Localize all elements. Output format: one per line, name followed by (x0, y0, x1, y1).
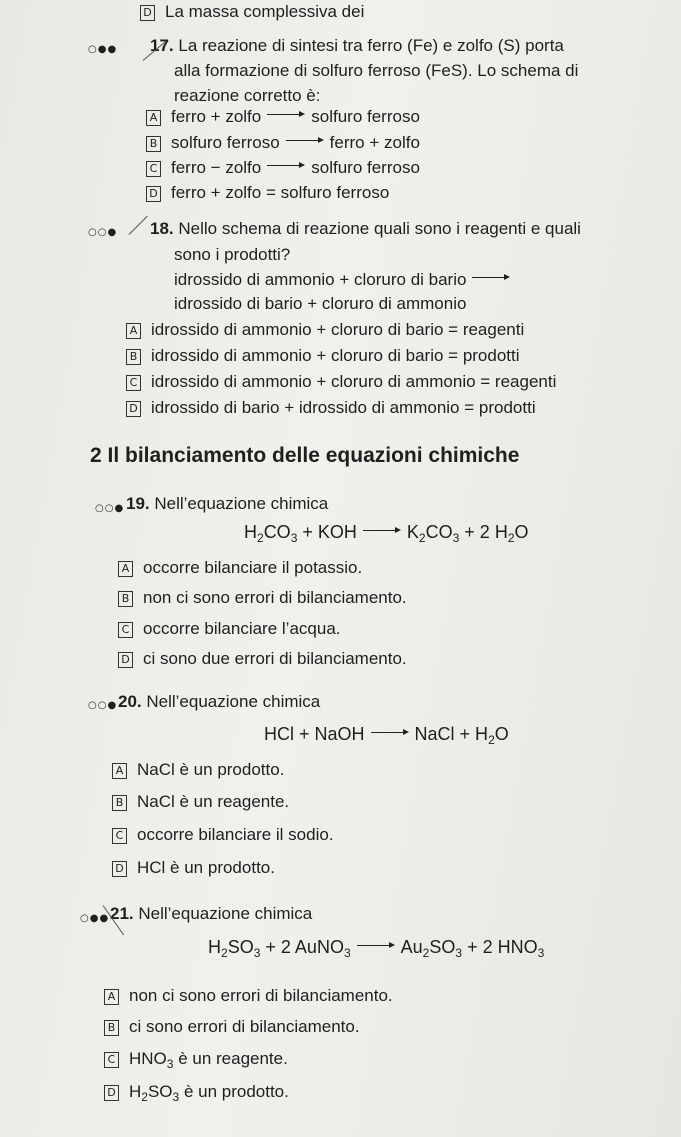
option-box: C (112, 828, 127, 844)
q20-option-c (112, 825, 334, 845)
q20-title (118, 692, 320, 712)
option-box: A (126, 323, 141, 339)
q19-option-c (118, 619, 341, 639)
top-option-line (140, 2, 364, 22)
q17-line1 (150, 36, 564, 56)
option-text: ferro + zolfo (171, 107, 262, 126)
formula-subscript: 2 (141, 1090, 148, 1104)
option-box: B (126, 349, 141, 365)
option-text: è un reagente. (173, 1049, 288, 1068)
q19-title (126, 494, 328, 514)
formula-subscript: 3 (166, 1057, 174, 1071)
q17-option-b (146, 133, 420, 153)
question-number: 19. (126, 494, 150, 513)
pen-mark (129, 216, 148, 235)
option-box: D (126, 401, 141, 417)
option-box: D (112, 861, 127, 877)
question-number: 20. (118, 692, 142, 711)
formula-subscript: 3 (172, 1090, 180, 1104)
q21-option-a (104, 986, 393, 1006)
question-text: Nell’equazione chimica (138, 904, 313, 923)
formula: H (129, 1082, 142, 1101)
option-box: C (126, 375, 141, 391)
q18-option-b (126, 346, 520, 366)
option-text: solfuro ferroso (311, 158, 420, 177)
q19-option-a (118, 558, 362, 578)
reaction-arrow (267, 110, 305, 119)
q18-line2: sono i prodotti? (174, 245, 291, 264)
q17-option-a (146, 107, 420, 127)
q18-option-d (126, 398, 536, 418)
option-box: A (146, 110, 161, 126)
q18-scheme-line2: idrossido di bario + cloruro di ammonio (174, 294, 467, 313)
q19-equation: $H_2CO_3$ + KOH $K_2CO_3 + 2$ $H_2O$ (244, 522, 529, 545)
q21-option-b (104, 1017, 360, 1037)
option-box: B (118, 591, 133, 607)
q18-line1 (150, 219, 581, 239)
option-text: occorre bilanciare l’acqua. (143, 619, 341, 638)
q17-option-d (146, 183, 389, 203)
option-text: è un prodotto. (179, 1082, 289, 1101)
difficulty-dots: ○○● (95, 503, 125, 514)
q18-option-c (126, 372, 556, 392)
option-text: idrossido di ammonio + cloruro di bario = prodotti (151, 346, 520, 365)
option-text: idrossido di bario + idrossido di ammonio = prodotti (151, 398, 536, 417)
option-text: occorre bilanciare il sodio. (137, 825, 334, 844)
option-text: idrossido di ammonio + cloruro di ammonio = reagenti (151, 372, 557, 391)
option-text: non ci sono errori di bilanciamento. (129, 986, 393, 1005)
option-box: D (140, 5, 155, 21)
option-text: ferro + zolfo = solfuro ferroso (171, 183, 390, 202)
q21-option-d (104, 1082, 289, 1102)
option-text: idrossido di ammonio + cloruro di bario = reagenti (151, 320, 525, 339)
option-box: B (112, 795, 127, 811)
difficulty-dots: ○○● (88, 700, 118, 711)
option-text: NaCl è un reagente. (137, 792, 290, 811)
q21-equation: $H_2SO_3 + 2$ AuNO$_3$ $Au_2SO_3 + 2$ $HNO_3$ (208, 937, 545, 960)
option-text: ferro + zolfo (329, 133, 420, 152)
q20-option-b (112, 792, 289, 812)
reaction-arrow (267, 161, 305, 170)
option-text: non ci sono errori di bilanciamento. (143, 588, 407, 607)
q17-option-c (146, 158, 420, 178)
section-heading: 2 Il bilanciamento delle equazioni chimiche (90, 444, 520, 467)
option-text: ci sono due errori di bilanciamento. (143, 649, 407, 668)
q21-option-c (104, 1049, 288, 1069)
difficulty-dots: ○●● (88, 44, 118, 55)
question-text: La reazione di sintesi tra ferro (Fe) e zolfo (S) porta (178, 36, 564, 55)
option-text: HCl è un prodotto. (137, 858, 275, 877)
q17-line2: alla formazione di solfuro ferroso (FeS). Lo schema di (174, 61, 579, 80)
formula: HNO (129, 1049, 167, 1068)
q20-option-a (112, 760, 284, 780)
difficulty-dots: ○●● (80, 913, 110, 924)
option-box: A (118, 561, 133, 577)
q18-option-a (126, 320, 524, 340)
question-text: Nell’equazione chimica (154, 494, 329, 513)
option-box: A (104, 989, 119, 1005)
question-number: 17. (150, 36, 174, 55)
option-text: solfuro ferroso (171, 133, 280, 152)
formula: SO (147, 1082, 173, 1101)
option-box: D (146, 186, 161, 202)
reaction-arrow (472, 273, 510, 282)
option-text: occorre bilanciare il potassio. (143, 558, 363, 577)
question-number: 21. (110, 904, 134, 923)
option-box: D (104, 1085, 119, 1101)
q17-line3: reazione corretto è: (174, 86, 321, 105)
option-box: C (104, 1052, 119, 1068)
q19-option-b (118, 588, 407, 608)
q20-equation: HCl + NaOH NaCl + $H_2O$ (264, 724, 509, 747)
difficulty-dots: ○○● (88, 227, 118, 238)
option-text: ci sono errori di bilanciamento. (129, 1017, 360, 1036)
question-text: Nello schema di reazione quali sono i reagenti e quali (178, 219, 581, 238)
q19-option-d (118, 649, 407, 669)
reaction-arrow (286, 136, 324, 145)
q18-scheme-line1 (174, 270, 516, 290)
q21-title (110, 904, 312, 924)
option-text: NaCl è un prodotto. (137, 760, 285, 779)
scheme-text: idrossido di ammonio + cloruro di bario (174, 270, 467, 289)
question-text: Nell’equazione chimica (146, 692, 321, 711)
option-text: ferro − zolfo (171, 158, 262, 177)
q20-option-d (112, 858, 275, 878)
option-box: D (118, 652, 133, 668)
option-box: A (112, 763, 127, 779)
option-text: La massa complessiva dei (165, 2, 365, 21)
question-number: 18. (150, 219, 174, 238)
option-box: C (118, 622, 133, 638)
option-box: C (146, 161, 161, 177)
option-text: solfuro ferroso (311, 107, 420, 126)
option-box: B (104, 1020, 119, 1036)
option-box: B (146, 136, 161, 152)
